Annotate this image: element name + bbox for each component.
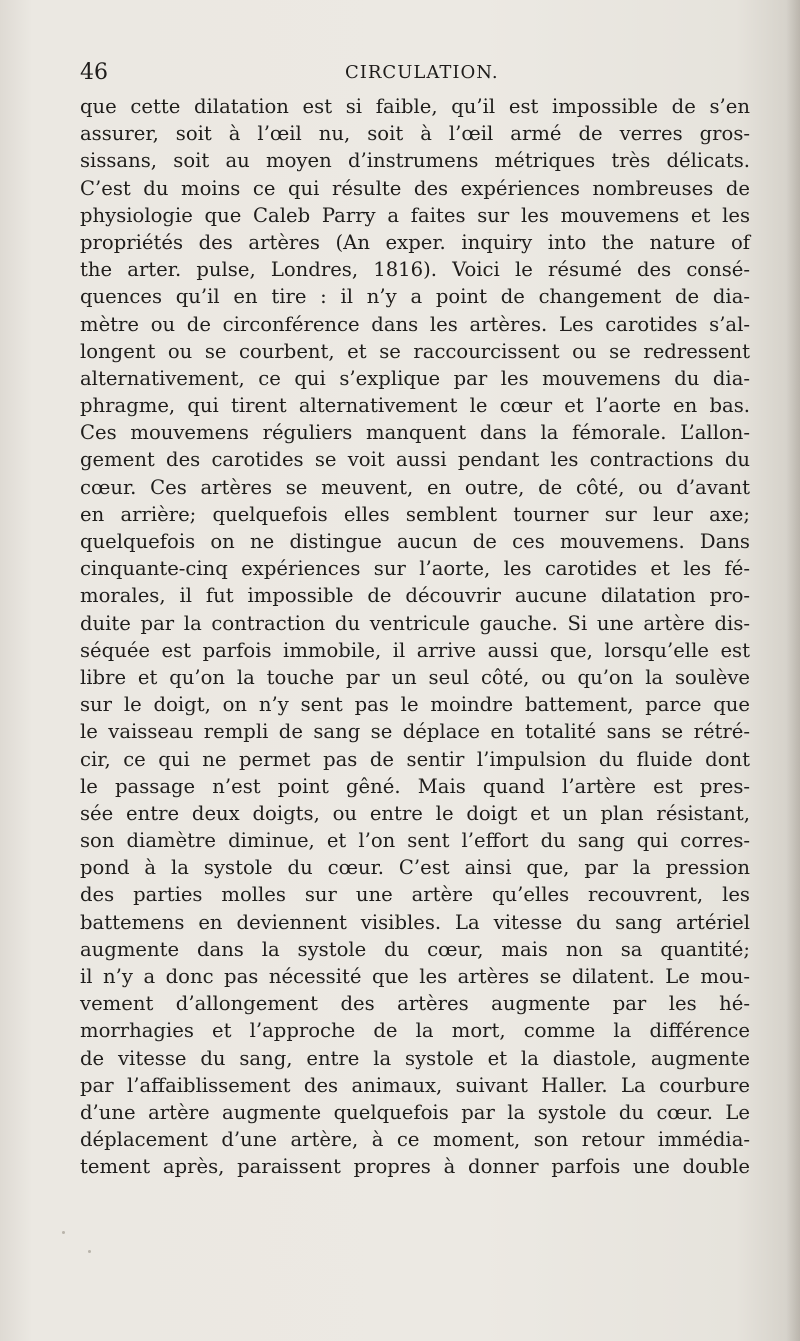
text-line: phragme, qui tirent alternativement le cœur et l’aorte en bas.	[80, 394, 750, 418]
text-line: d’une artère augmente quelquefois par la systole du cœur. Le	[80, 1100, 750, 1124]
text-line: duite par la contraction du ventricule gauche. Si une artère dis-	[80, 611, 750, 635]
text-line: déplacement d’une artère, à ce moment, son retour immédia-	[80, 1128, 750, 1152]
text-line: alternativement, ce qui s’explique par les mouvemens du dia-	[80, 366, 750, 390]
text-line: C’est du moins ce qui résulte des expériences nombreuses de	[80, 176, 750, 200]
text-line: tement après, paraissent propres à donner parfois une double	[80, 1155, 750, 1179]
text-line: séquée est parfois immobile, il arrive aussi que, lorsqu’elle est	[80, 638, 750, 662]
text-line: sée entre deux doigts, ou entre le doigt et un plan résistant,	[80, 801, 750, 825]
text-line: quelquefois on ne distingue aucun de ces mouvemens. Dans	[80, 530, 750, 553]
text-line: des parties molles sur une artère qu’elles recouvrent, les	[80, 883, 750, 907]
text-line: cœur. Ces artères se meuvent, en outre, de côté, ou d’avant	[80, 475, 750, 499]
text-line: que cette dilatation est si faible, qu’il est impossible de s’en	[80, 95, 750, 118]
text-line: libre et qu’on la touche par un seul côté, ou qu’on la soulève	[80, 665, 750, 689]
text-line: Ces mouvemens réguliers manquent dans la fémorale. L’allon-	[80, 421, 750, 445]
paper-speck	[88, 1250, 91, 1253]
text-line: morales, il fut impossible de découvrir aucune dilatation pro-	[80, 584, 750, 608]
text-line: en arrière; quelquefois elles semblent tourner sur leur axe;	[80, 502, 750, 526]
text-line: augmente dans la systole du cœur, mais non sa quantité;	[80, 937, 750, 961]
text-line: propriétés des artères (An exper. inquiry into the nature of	[80, 230, 750, 254]
text-line: physiologie que Caleb Parry a faites sur les mouvemens et les	[80, 203, 750, 227]
text-line: mètre ou de circonférence dans les artères. Les carotides s’al-	[80, 312, 750, 336]
text-line: son diamètre diminue, et l’on sent l’effort du sang qui corres-	[80, 829, 750, 853]
text-line: battemens en deviennent visibles. La vitesse du sang artériel	[80, 910, 750, 934]
text-line: de vitesse du sang, entre la systole et la diastole, augmente	[80, 1046, 750, 1070]
text-line: pond à la systole du cœur. C’est ainsi que, par la pression	[80, 856, 750, 880]
text-line: sur le doigt, on n’y sent pas le moindre battement, parce que	[80, 693, 750, 717]
page-number: 46	[80, 60, 108, 85]
text-line: the arter. pulse, Londres, 1816). Voici le résumé des consé-	[80, 258, 750, 282]
text-line: longent ou se courbent, et se raccourcissent ou se redressent	[80, 339, 750, 363]
text-line: vement d’allongement des artères augmente par les hé-	[80, 992, 750, 1016]
paper-speck	[62, 1231, 65, 1234]
text-line: gement des carotides se voit aussi pendant les contractions du	[80, 448, 750, 472]
text-line: par l’affaiblissement des animaux, suivant Haller. La courbure	[80, 1073, 750, 1097]
text-line: il n’y a donc pas nécessité que les artères se dilatent. Le mou-	[80, 965, 750, 988]
text-line: cir, ce qui ne permet pas de sentir l’impulsion du fluide dont	[80, 747, 750, 771]
page-edge-shadow	[786, 0, 800, 1341]
page-header	[80, 60, 750, 90]
text-line: quences qu’il en tire : il n’y a point de changement de dia-	[80, 285, 750, 309]
text-line: le vaisseau rempli de sang se déplace en totalité sans se rétré-	[80, 720, 750, 744]
text-line: assurer, soit à l’œil nu, soit à l’œil armé de verres gros-	[80, 122, 750, 146]
text-line: sissans, soit au moyen d’instrumens métriques très délicats.	[80, 149, 750, 173]
text-line: cinquante-cinq expériences sur l’aorte, les carotides et les fé-	[80, 557, 750, 581]
running-head: CIRCULATION.	[345, 62, 499, 83]
text-line: le passage n’est point gêné. Mais quand l’artère est pres-	[80, 774, 750, 798]
body-text	[80, 93, 750, 1181]
text-line: morrhagies et l’approche de la mort, comme la différence	[80, 1019, 750, 1043]
